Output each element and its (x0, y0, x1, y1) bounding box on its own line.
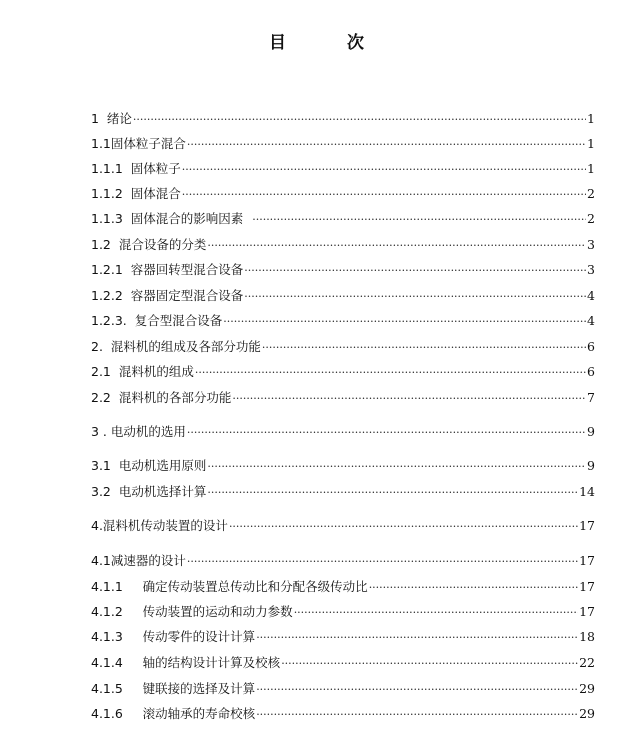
toc-entry[interactable] (91, 553, 595, 570)
toc-entry[interactable] (91, 579, 595, 596)
toc-entry-label: 1.1.3 固体混合的影响因素 (91, 211, 252, 226)
toc-entry[interactable] (91, 161, 595, 178)
toc-leader-dots (256, 707, 578, 723)
toc-leader-dots (187, 137, 586, 153)
toc-entry-page: 17 (579, 579, 595, 594)
toc-leader-dots (294, 605, 578, 621)
toc-leader-dots (187, 425, 586, 441)
toc-entry[interactable] (91, 288, 595, 305)
toc-entry[interactable] (91, 111, 595, 128)
toc-entry-page: 4 (587, 288, 595, 303)
toc-entry[interactable] (91, 339, 595, 356)
toc-entry-page: 6 (587, 364, 595, 379)
toc-leader-dots (229, 519, 578, 535)
toc-leader-dots (187, 554, 578, 570)
toc-entry-page: 9 (587, 424, 595, 439)
toc-leader-dots (369, 580, 578, 596)
toc-entry-page: 3 (587, 262, 595, 277)
toc-entry[interactable] (91, 655, 595, 672)
toc-entry-label: 4.混料机传动装置的设计 (91, 518, 228, 533)
toc-entry[interactable] (91, 706, 595, 723)
toc-entry[interactable] (91, 313, 595, 330)
toc-entry-page: 2 (587, 211, 595, 226)
toc-leader-dots (244, 263, 586, 279)
toc-entry-page: 6 (587, 339, 595, 354)
toc-leader-dots (281, 656, 578, 672)
toc-entry-label: 1.2 混合设备的分类 (91, 237, 207, 252)
toc-entry[interactable] (91, 136, 595, 153)
toc-leader-dots (256, 630, 578, 646)
toc-entry-label: 2. 混料机的组成及各部分功能 (91, 339, 261, 354)
toc-entry-label: 2.1 混料机的组成 (91, 364, 194, 379)
toc-entry-page: 3 (587, 237, 595, 252)
toc-leader-dots (207, 238, 586, 254)
toc-entry-label: 1.2.3. 复合型混合设备 (91, 313, 223, 328)
toc-entry-page: 7 (587, 390, 595, 405)
toc-entry-label: 4.1.2 传动装置的运动和动力参数 (91, 604, 293, 619)
toc-entry-page: 29 (579, 706, 595, 721)
page-title: 目 次 (269, 33, 386, 53)
toc-entry-page: 1 (587, 161, 595, 176)
toc-entry-label: 3.1 电动机选用原则 (91, 458, 207, 473)
toc-entry[interactable] (91, 424, 595, 441)
toc-entry-label: 3 . 电动机的选用 (91, 424, 186, 439)
toc-entry-label: 4.1.6 滚动轴承的寿命校核 (91, 706, 256, 721)
toc-leader-dots (195, 365, 586, 381)
toc-leader-dots (133, 112, 586, 128)
toc-entry[interactable] (91, 364, 595, 381)
toc-entry-label: 4.1.1 确定传动装置总传动比和分配各级传动比 (91, 579, 368, 594)
toc-entry-page: 29 (579, 681, 595, 696)
toc-leader-dots (252, 212, 586, 228)
toc-entry-page: 9 (587, 458, 595, 473)
toc-leader-dots (232, 391, 586, 407)
toc-entry[interactable] (91, 186, 595, 203)
toc-leader-dots (182, 187, 586, 203)
toc-entry-page: 4 (587, 313, 595, 328)
toc-entry-label: 1.1.1 固体粒子 (91, 161, 181, 176)
toc-entry-page: 17 (579, 553, 595, 568)
toc-entry-label: 2.2 混料机的各部分功能 (91, 390, 232, 405)
toc-entry[interactable] (91, 390, 595, 407)
toc-entry[interactable] (91, 518, 595, 535)
toc-entry[interactable] (91, 211, 595, 228)
toc-entry[interactable] (91, 629, 595, 646)
toc-entry-label: 1.1固体粒子混合 (91, 136, 186, 151)
toc-entry-page: 18 (579, 629, 595, 644)
toc-leader-dots (223, 314, 586, 330)
toc-entry-label: 1 绪论 (91, 111, 132, 126)
toc-leader-dots (244, 289, 586, 305)
toc-entry-page: 14 (579, 484, 595, 499)
toc-entry[interactable] (91, 604, 595, 621)
toc-entry[interactable] (91, 237, 595, 254)
toc-entry[interactable] (91, 681, 595, 698)
toc-entry-label: 1.2.1 容器回转型混合设备 (91, 262, 244, 277)
toc-entry-label: 1.1.2 固体混合 (91, 186, 181, 201)
toc-entry[interactable] (91, 484, 595, 501)
toc-entry-page: 1 (587, 111, 595, 126)
toc-entry-page: 2 (587, 186, 595, 201)
toc-entry-label: 4.1.4 轴的结构设计计算及校核 (91, 655, 281, 670)
toc-entry-label: 4.1减速器的设计 (91, 553, 186, 568)
toc-leader-dots (207, 485, 578, 501)
toc-entry-label: 4.1.3 传动零件的设计计算 (91, 629, 256, 644)
toc-leader-dots (207, 459, 586, 475)
toc-entry-label: 4.1.5 键联接的选择及计算 (91, 681, 256, 696)
toc-entry[interactable] (91, 458, 595, 475)
toc-entry-label: 3.2 电动机选择计算 (91, 484, 207, 499)
toc-entry-page: 17 (579, 518, 595, 533)
toc-leader-dots (262, 340, 586, 356)
toc-entry-page: 22 (579, 655, 595, 670)
toc-entry-label: 1.2.2 容器固定型混合设备 (91, 288, 244, 303)
toc-entry-page: 1 (587, 136, 595, 151)
toc-leader-dots (256, 682, 578, 698)
toc-leader-dots (182, 162, 586, 178)
toc-entry-page: 17 (579, 604, 595, 619)
toc-entry[interactable] (91, 262, 595, 279)
